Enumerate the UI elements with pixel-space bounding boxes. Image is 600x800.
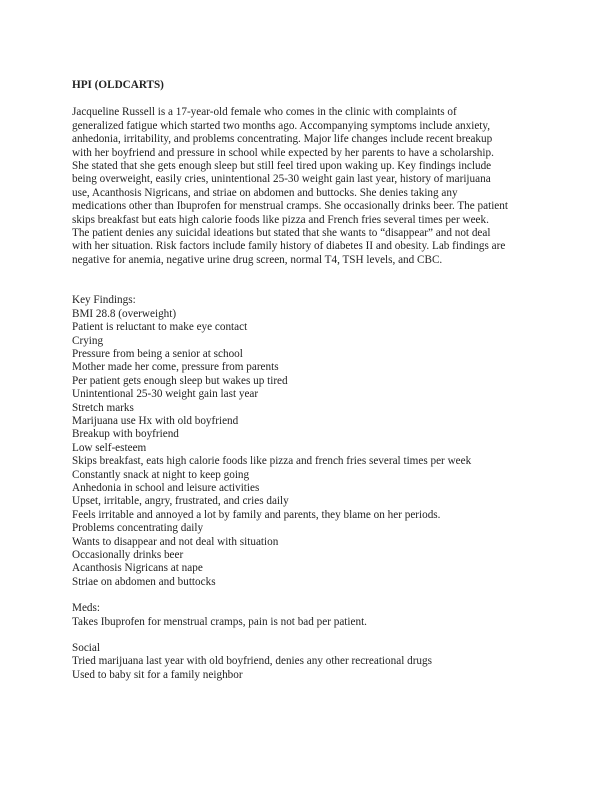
finding-item: Marijuana use Hx with old boyfriend <box>72 414 239 427</box>
hpi-line: being overweight, easily cries, unintentional 25-30 weight gain last year, history of marijuana <box>72 173 491 186</box>
key-findings-section <box>72 294 532 589</box>
section-spacer <box>72 267 532 294</box>
finding-item: BMI 28.8 (overweight) <box>72 307 177 320</box>
hpi-line: She stated that she gets enough sleep but still feel tired upon waking up. Key findings include <box>72 160 492 173</box>
hpi-line: The patient denies any suicidal ideations but stated that she wants to “disappear” and not deal <box>72 227 491 240</box>
social-heading: Social <box>72 642 100 655</box>
hpi-line: negative for anemia, negative urine drug screen, normal T4, TSH levels, and CBC. <box>72 253 443 266</box>
finding-item: Anhedonia in school and leisure activities <box>72 481 260 494</box>
finding-item: Crying <box>72 334 104 347</box>
finding-item: Wants to disappear and not deal with situation <box>72 535 279 548</box>
hpi-line: generalized fatigue which started two months ago. Accompanying symptoms include anxiety, <box>72 119 491 132</box>
finding-item: Problems concentrating daily <box>72 522 204 535</box>
finding-item: Stretch marks <box>72 401 134 414</box>
finding-item: Patient is reluctant to make eye contact <box>72 321 248 334</box>
section-spacer <box>72 629 532 642</box>
finding-item: Feels irritable and annoyed a lot by family and parents, they blame on her periods. <box>72 508 441 521</box>
finding-item: Per patient gets enough sleep but wakes up tired <box>72 374 288 387</box>
finding-item: Upset, irritable, angry, frustrated, and cries daily <box>72 495 289 508</box>
finding-item: Skips breakfast, eats high calorie foods like pizza and french fries several times per week <box>72 455 472 468</box>
finding-item: Occasionally drinks beer <box>72 549 184 561</box>
finding-item: Pressure from being a senior at school <box>72 347 243 360</box>
finding-item: Striae on abdomen and buttocks <box>72 575 216 588</box>
finding-item: Low self-esteem <box>72 441 147 454</box>
finding-item: Mother made her come, pressure from parents <box>72 361 279 374</box>
document-page <box>72 79 532 682</box>
hpi-line: anhedonia, irritability, and problems concentrating. Major life changes include recent breakup <box>72 133 493 146</box>
hpi-line: use, Acanthosis Nigricans, and striae on abdomen and buttocks. She denies taking any <box>72 186 458 199</box>
meds-item: Takes Ibuprofen for menstrual cramps, pain is not bad per patient. <box>72 615 367 628</box>
finding-item: Unintentional 25-30 weight gain last year <box>72 388 259 401</box>
key-findings-heading: Key Findings: <box>72 294 136 307</box>
hpi-paragraph <box>72 106 532 267</box>
section-spacer <box>72 589 532 602</box>
social-section <box>72 642 532 682</box>
social-item: Used to baby sit for a family neighbor <box>72 668 243 681</box>
meds-heading: Meds: <box>72 602 100 615</box>
hpi-line: skips breakfast but eats high calorie foods like pizza and French fries several times per week. <box>72 213 489 226</box>
hpi-line: with her boyfriend and pressure in school while expected by her parents to have a scholarship. <box>72 146 494 159</box>
document-title: HPI (OLDCARTS) <box>72 79 164 91</box>
finding-item: Constantly snack at night to keep going <box>72 468 250 481</box>
finding-item: Acanthosis Nigricans at nape <box>72 562 203 575</box>
hpi-line: Jacqueline Russell is a 17-year-old female who comes in the clinic with complaints of <box>72 106 457 119</box>
meds-section <box>72 602 532 629</box>
hpi-line: medications other than Ibuprofen for menstrual cramps. She occasionally drinks beer. The patient <box>72 200 508 213</box>
finding-item: Breakup with boyfriend <box>72 428 179 441</box>
social-item: Tried marijuana last year with old boyfriend, denies any other recreational drugs <box>72 655 432 668</box>
hpi-line: with her situation. Risk factors include family history of diabetes II and obesity. Lab findings are <box>72 240 506 253</box>
